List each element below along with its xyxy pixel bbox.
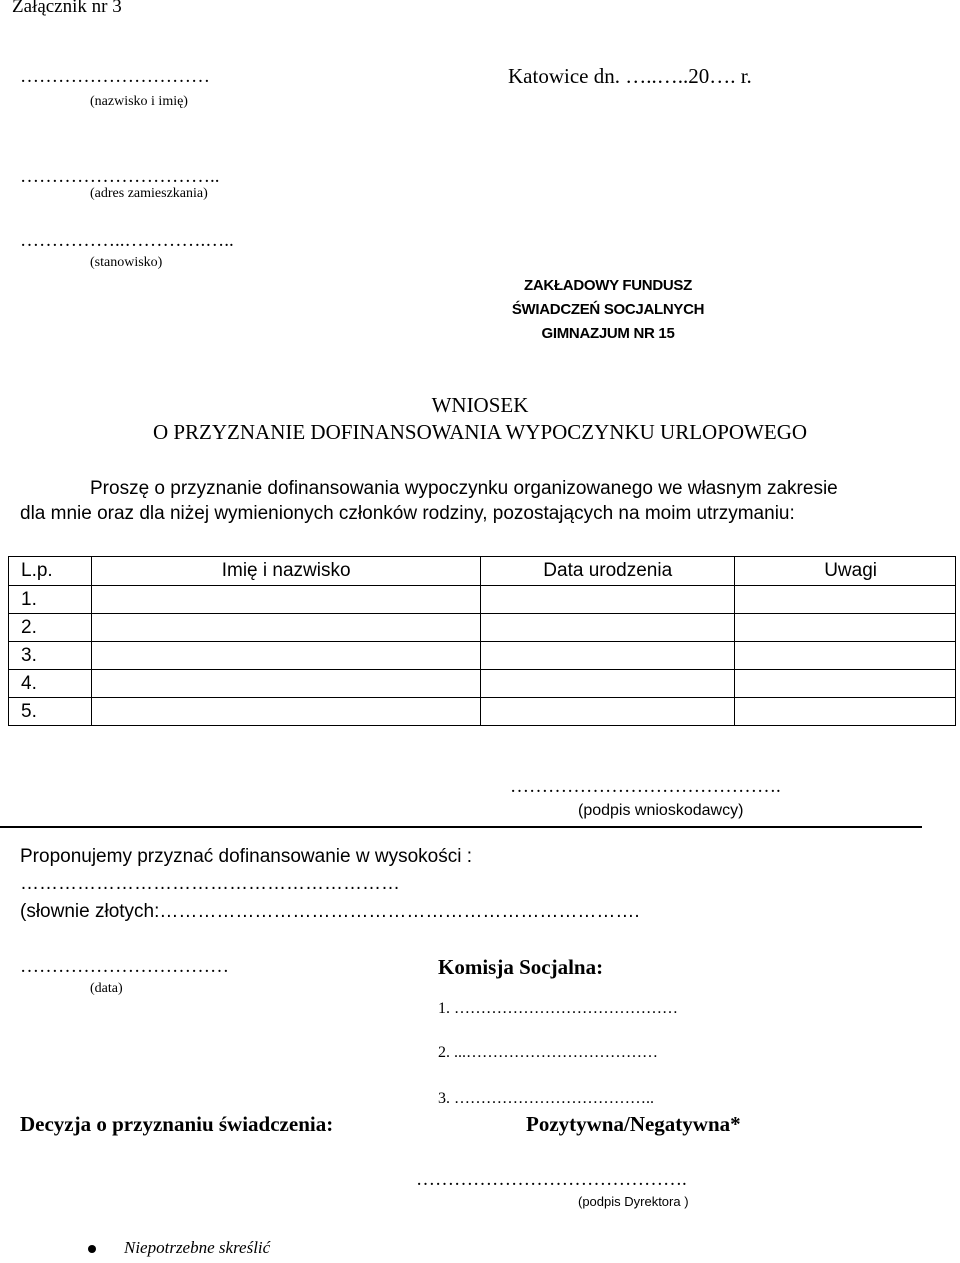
table-row <box>9 670 956 698</box>
name-field-label: (nazwisko i imię) <box>90 94 188 109</box>
address-field-dots[interactable]: ………………………….. <box>20 166 220 187</box>
director-signature-label: (podpis Dyrektora ) <box>578 1194 689 1209</box>
birthdate-cell[interactable] <box>481 670 735 698</box>
attachment-label: Załącznik nr 3 <box>12 0 122 17</box>
footnote-text: Niepotrzebne skreślić <box>124 1238 271 1257</box>
row-number: 3. <box>9 642 92 670</box>
column-header-lp: L.p. <box>9 557 92 586</box>
city-date-line: Katowice dn. …..…..20…. r. <box>508 64 752 88</box>
family-members-table <box>8 556 956 726</box>
fund-line-1: ZAKŁADOWY FUNDUSZ <box>524 277 692 294</box>
name-cell[interactable] <box>91 586 480 614</box>
column-header-notes: Uwagi <box>735 557 956 586</box>
decision-value[interactable]: Pozytywna/Negatywna* <box>526 1112 741 1136</box>
body-line-2: dla mnie oraz dla niżej wymienionych członków rodziny, pozostających na moim utrzymaniu: <box>20 503 795 524</box>
section-divider <box>0 826 922 828</box>
applicant-signature-label: (podpis wnioskodawcy) <box>578 802 744 819</box>
table-row <box>9 586 956 614</box>
proposal-line: Proponujemy przyznać dofinansowanie w wysokości : <box>20 846 472 867</box>
name-cell[interactable] <box>91 614 480 642</box>
body-line-1: Proszę o przyznanie dofinansowania wypoczynku organizowanego we własnym zakresie <box>90 478 838 499</box>
table-row <box>9 698 956 726</box>
column-header-name: Imię i nazwisko <box>91 557 480 586</box>
notes-cell[interactable] <box>735 586 956 614</box>
row-number: 2. <box>9 614 92 642</box>
name-field-dots[interactable]: ………………………… <box>20 66 210 87</box>
row-number: 1. <box>9 586 92 614</box>
proposal-amount-dots[interactable]: …………………………………………………… <box>20 873 400 894</box>
name-cell[interactable] <box>91 642 480 670</box>
applicant-signature-dots[interactable]: ……………………………………. <box>510 776 781 797</box>
commission-member-2[interactable]: 2. ...……………………………… <box>438 1044 658 1061</box>
commission-title: Komisja Socjalna: <box>438 955 604 979</box>
table-header-row <box>9 557 956 586</box>
name-cell[interactable] <box>91 670 480 698</box>
document-title: WNIOSEK <box>431 393 529 417</box>
name-cell[interactable] <box>91 698 480 726</box>
row-number: 5. <box>9 698 92 726</box>
column-header-birthdate: Data urodzenia <box>481 557 735 586</box>
position-field-dots[interactable]: ……………..………….….. <box>20 230 234 251</box>
date-field-dots[interactable]: …………………………… <box>20 956 229 977</box>
row-number: 4. <box>9 670 92 698</box>
birthdate-cell[interactable] <box>481 698 735 726</box>
birthdate-cell[interactable] <box>481 586 735 614</box>
table-row <box>9 614 956 642</box>
fund-line-2: ŚWIADCZEŃ SOCJALNYCH <box>511 301 705 318</box>
decision-label: Decyzja o przyznaniu świadczenia: <box>20 1112 334 1136</box>
birthdate-cell[interactable] <box>481 642 735 670</box>
director-signature-dots[interactable]: ……………………………………. <box>416 1169 687 1190</box>
notes-cell[interactable] <box>735 698 956 726</box>
fund-line-3: GIMNAZJUM NR 15 <box>541 325 675 342</box>
notes-cell[interactable] <box>735 670 956 698</box>
table-row <box>9 642 956 670</box>
proposal-amount-words[interactable]: (słownie złotych:…………………………………………………………………. <box>20 901 640 922</box>
birthdate-cell[interactable] <box>481 614 735 642</box>
notes-cell[interactable] <box>735 642 956 670</box>
document-subtitle: O PRZYZNANIE DOFINANSOWANIA WYPOCZYNKU URLOPOWEGO <box>152 420 808 444</box>
address-field-label: (adres zamieszkania) <box>90 186 208 201</box>
commission-member-3[interactable]: 3. ……………………………….. <box>438 1090 654 1107</box>
position-field-label: (stanowisko) <box>90 255 163 270</box>
fund-heading <box>488 274 728 346</box>
commission-member-1[interactable]: 1. …………………………………… <box>438 1000 678 1017</box>
bullet-icon <box>88 1245 96 1253</box>
notes-cell[interactable] <box>735 614 956 642</box>
date-field-label: (data) <box>90 981 123 996</box>
